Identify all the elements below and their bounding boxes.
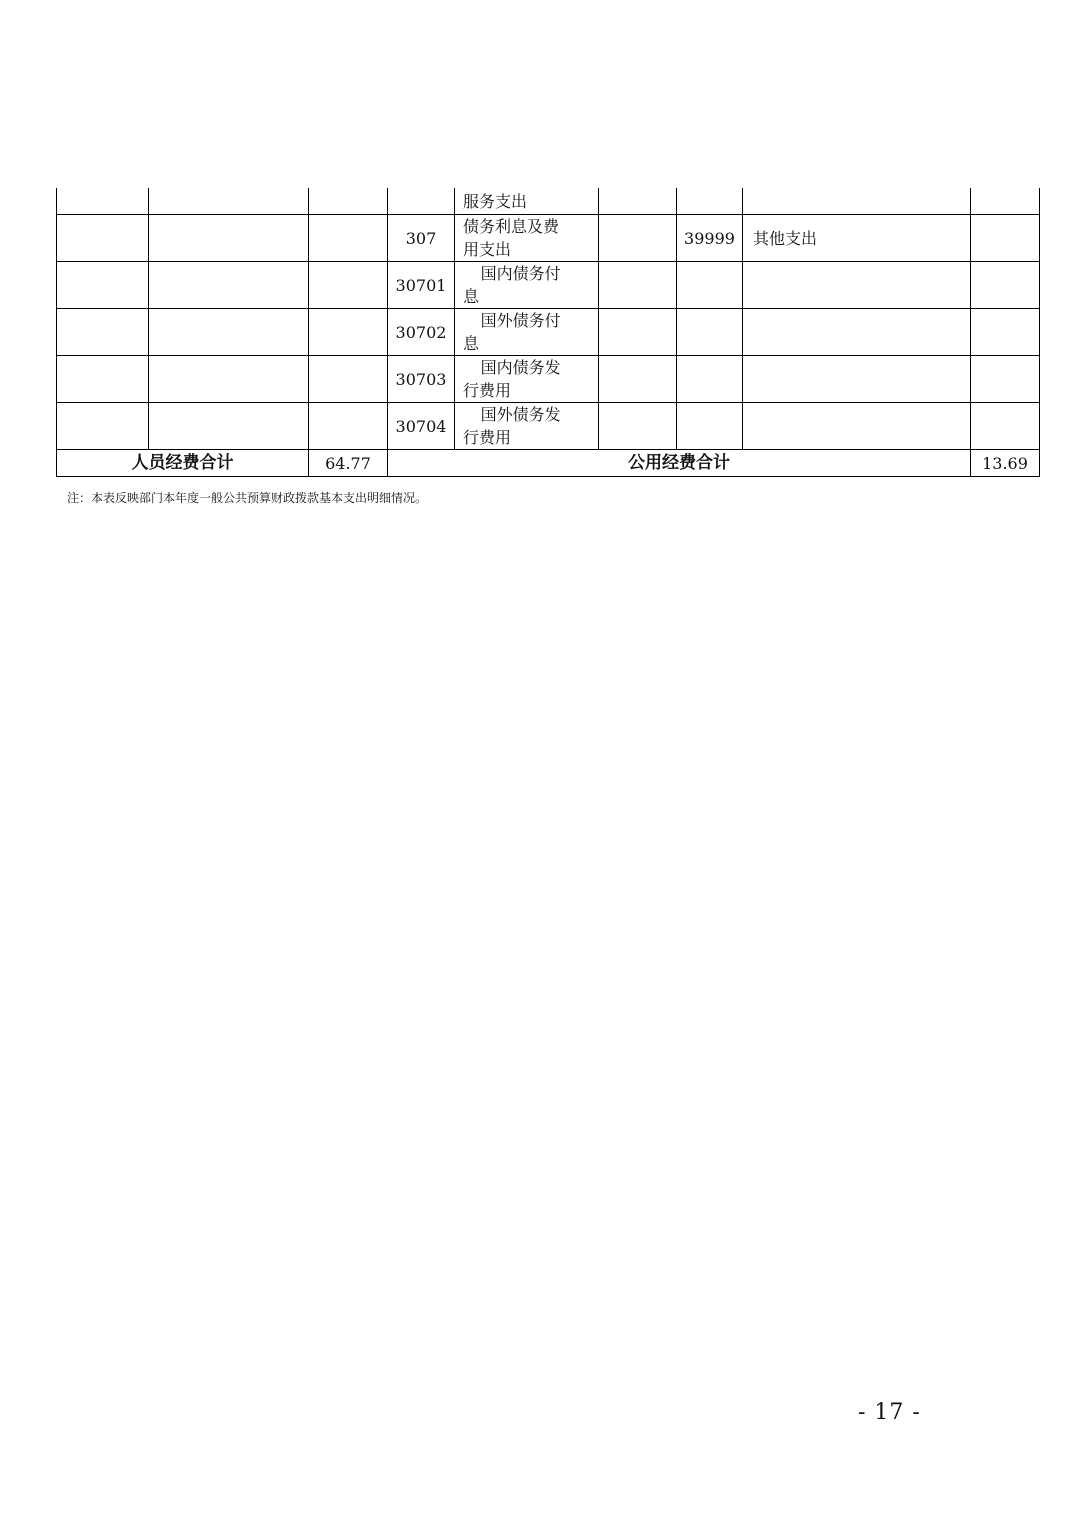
table-cell [309,188,388,215]
name-line: 国内债务付 [480,264,561,283]
table-cell [57,188,149,215]
table-cell [57,262,149,309]
amount-cell [599,309,677,356]
table-cell [57,215,149,262]
amount-cell [599,262,677,309]
name-line: 国外债务付 [480,311,561,330]
table-cell [309,356,388,403]
economic-name-cell [743,356,971,403]
table-row [57,188,1040,215]
table-cell [309,215,388,262]
amount-cell [599,215,677,262]
table-footnote: 注：本表反映部门本年度一般公共预算财政拨款基本支出明细情况。 [67,491,428,505]
table-row [57,262,1040,309]
table-row [57,403,1040,450]
amount-cell [971,188,1040,215]
amount-cell [971,403,1040,450]
economic-name-cell [455,309,599,356]
amount-cell [599,188,677,215]
name-line: 国外债务发 [480,405,561,424]
economic-name-cell [743,262,971,309]
economic-code-cell: 30704 [388,403,455,450]
table-row [57,309,1040,356]
personnel-total-label: 人员经费合计 [57,450,309,477]
personnel-total-value: 64.77 [309,450,388,477]
economic-name-cell [455,356,599,403]
economic-code-cell: 30702 [388,309,455,356]
amount-cell [599,356,677,403]
economic-name-cell [455,188,599,215]
table-cell [149,309,309,356]
amount-cell [971,356,1040,403]
economic-code-cell: 39999 [677,215,743,262]
amount-cell [599,403,677,450]
totals-row [57,450,1040,477]
table-row [57,356,1040,403]
table-cell [57,309,149,356]
table-cell [149,356,309,403]
name-line: 债务利息及费 [463,217,560,236]
table-cell [309,403,388,450]
economic-name-cell [743,403,971,450]
economic-code-cell [677,403,743,450]
public-total-value: 13.69 [971,450,1040,477]
public-total-label: 公用经费合计 [388,450,971,477]
table-cell [149,188,309,215]
amount-cell [971,215,1040,262]
economic-code-cell [677,262,743,309]
economic-code-cell: 30703 [388,356,455,403]
name-line: 息 [463,334,480,353]
economic-name-cell [743,188,971,215]
economic-code-cell: 30701 [388,262,455,309]
economic-name-cell [743,309,971,356]
economic-code-cell [677,356,743,403]
name-line: 服务支出 [463,191,528,211]
economic-name-cell: 其他支出 [743,215,971,262]
amount-cell [971,309,1040,356]
name-line: 国内债务发 [480,358,561,377]
amount-cell [971,262,1040,309]
table-cell [309,309,388,356]
table-row [57,215,1040,262]
name-line: 行费用 [463,381,512,400]
economic-name-cell [455,262,599,309]
economic-code-cell: 307 [388,215,455,262]
name-line: 息 [463,287,480,306]
economic-name-cell [455,403,599,450]
economic-code-cell [677,188,743,215]
name-line: 行费用 [463,428,512,447]
page-number: - 17 - [858,1400,921,1425]
economic-code-cell [677,309,743,356]
basic-expenditure-table [56,188,1040,477]
table-cell [149,403,309,450]
table-cell [149,215,309,262]
table-cell [309,262,388,309]
table-cell [57,403,149,450]
economic-name-cell [455,215,599,262]
table-cell [57,356,149,403]
name-line: 用支出 [463,240,512,259]
table-cell [149,262,309,309]
economic-code-cell [388,188,455,215]
